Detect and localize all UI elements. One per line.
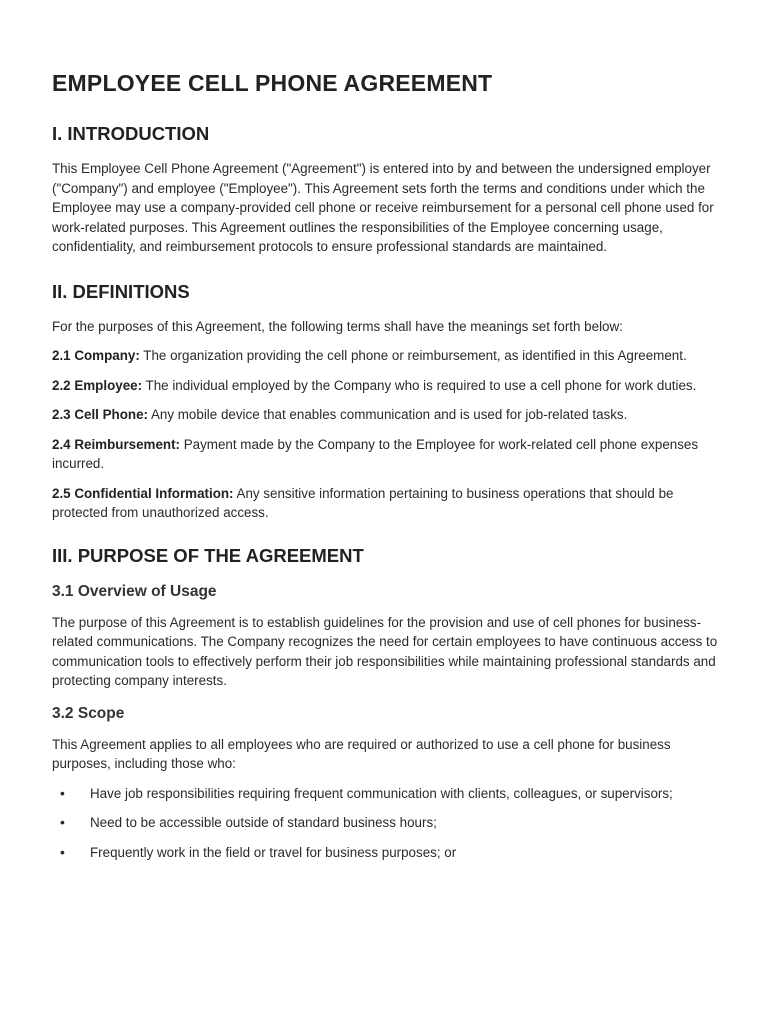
list-item bbox=[52, 843, 718, 863]
list-item bbox=[52, 813, 718, 833]
definitions-intro: For the purposes of this Agreement, the following terms shall have the meanings set forth below: bbox=[52, 318, 623, 334]
section-purpose bbox=[52, 545, 718, 863]
section-paragraph: This Employee Cell Phone Agreement ("Agreement") is entered into by and between the undersigned employer ("Company") and employee ("Employee"). This Agreement sets forth the terms and conditions under which the Employee may use a company-provided cell phone or receive reimbursement for a personal cell phone used for work-related purposes. This Agreement outlines the responsibilities of the Employee concerning usage, confidentiality, and reimbursement protocols to ensure professional standards are maintained. bbox=[52, 161, 714, 254]
definition-item bbox=[52, 435, 718, 474]
section-introduction bbox=[52, 123, 718, 257]
list-item-text: Need to be accessible outside of standard business hours; bbox=[90, 815, 437, 830]
bullet-icon: • bbox=[60, 843, 65, 860]
subsection-scope bbox=[52, 705, 718, 863]
definition-text: Payment made by the Company to the Employee for work-related cell phone expenses incurred. bbox=[52, 436, 699, 471]
definition-text: The individual employed by the Company who is required to use a cell phone for work duties. bbox=[142, 377, 697, 393]
definition-text: Any mobile device that enables communication and is used for job-related tasks. bbox=[148, 407, 628, 422]
subsection-overview bbox=[52, 583, 718, 691]
section-heading: I. INTRODUCTION bbox=[52, 123, 210, 144]
list-item-text: Frequently work in the field or travel for business purposes; or bbox=[90, 844, 457, 860]
definition-term: 2.4 Reimbursement: bbox=[52, 436, 180, 452]
definition-term: 2.3 Cell Phone: bbox=[52, 407, 148, 422]
document-title: EMPLOYEE CELL PHONE AGREEMENT bbox=[52, 70, 493, 96]
section-heading: III. PURPOSE OF THE AGREEMENT bbox=[52, 544, 364, 566]
subsection-paragraph: This Agreement applies to all employees who are required or authorized to use a cell phone for business purposes, including those who: bbox=[52, 736, 671, 771]
definition-text: The organization providing the cell phone or reimbursement, as identified in this Agreement. bbox=[139, 348, 687, 363]
scope-list bbox=[52, 784, 718, 863]
list-item bbox=[52, 784, 718, 804]
section-definitions bbox=[52, 281, 718, 523]
definition-term: 2.1 Company: bbox=[52, 348, 140, 363]
definition-item bbox=[52, 405, 718, 425]
bullet-icon: • bbox=[60, 784, 65, 801]
section-heading: II. DEFINITIONS bbox=[52, 280, 190, 302]
bullet-icon: • bbox=[60, 814, 65, 830]
definition-term: 2.2 Employee: bbox=[52, 377, 143, 393]
definition-item bbox=[52, 484, 718, 523]
definition-item bbox=[52, 346, 718, 366]
list-item-text: Have job responsibilities requiring frequent communication with clients, colleagues, or supervisors; bbox=[90, 785, 673, 801]
definition-item bbox=[52, 376, 718, 396]
subsection-heading: 3.1 Overview of Usage bbox=[52, 582, 217, 600]
definition-text: Any sensitive information pertaining to business operations that should be protected from unauthorized access. bbox=[52, 485, 674, 520]
definition-term: 2.5 Confidential Information: bbox=[52, 485, 234, 501]
subsection-paragraph: The purpose of this Agreement is to establish guidelines for the provision and use of cell phones for business-related communications. The Company recognizes the need for certain employees to have continuous access to communication tools to effectively perform their job responsibilities while maintaining professional standards and protecting company interests. bbox=[52, 614, 718, 688]
subsection-heading: 3.2 Scope bbox=[52, 704, 125, 722]
